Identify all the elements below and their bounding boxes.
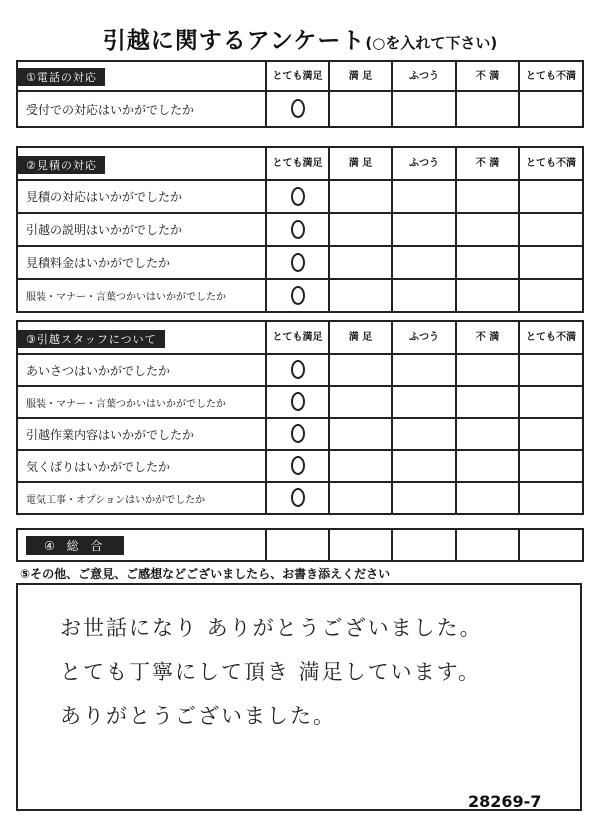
rating-cell[interactable] bbox=[456, 91, 519, 127]
section-phone bbox=[16, 60, 584, 128]
overall-label: ④ 総 合 bbox=[26, 536, 124, 555]
rating-cell[interactable] bbox=[392, 91, 456, 127]
rating-cell[interactable] bbox=[329, 213, 392, 246]
col-dissatisfied: 不 満 bbox=[456, 147, 519, 180]
comment-line-2: とても丁寧にして頂き 満足しています。 bbox=[60, 660, 481, 684]
rating-cell[interactable] bbox=[392, 180, 456, 213]
circle-mark bbox=[291, 253, 305, 272]
rating-cell[interactable] bbox=[392, 418, 456, 450]
rating-cell[interactable] bbox=[456, 279, 519, 312]
question-row bbox=[17, 180, 583, 213]
question-label: 引越作業内容はいかがでしたか bbox=[17, 418, 266, 450]
rating-cell[interactable] bbox=[266, 450, 329, 482]
survey-title bbox=[0, 22, 600, 55]
circle-mark bbox=[291, 392, 305, 411]
overall-header bbox=[17, 529, 266, 561]
rating-cell[interactable] bbox=[519, 213, 583, 246]
question-label: 見積の対応はいかがでしたか bbox=[17, 180, 266, 213]
col-dissatisfied: 不 満 bbox=[456, 321, 519, 354]
circle-mark bbox=[291, 220, 305, 239]
rating-cell[interactable] bbox=[392, 279, 456, 312]
rating-cell[interactable] bbox=[266, 246, 329, 279]
circle-mark bbox=[291, 99, 305, 118]
question-label: 服装・マナー・言葉つかいはいかがでしたか bbox=[17, 386, 266, 418]
col-very-dissatisfied: とても不満 bbox=[519, 61, 583, 91]
question-row bbox=[17, 529, 583, 561]
rating-cell[interactable] bbox=[266, 482, 329, 514]
section-label: ③引越スタッフについて bbox=[18, 330, 165, 348]
question-row bbox=[17, 213, 583, 246]
rating-cell[interactable] bbox=[456, 180, 519, 213]
question-row bbox=[17, 279, 583, 312]
rating-cell[interactable] bbox=[266, 279, 329, 312]
comment-line-1: お世話になり ありがとうございました。 bbox=[60, 616, 483, 640]
rating-cell[interactable] bbox=[519, 180, 583, 213]
rating-cell[interactable] bbox=[329, 386, 392, 418]
question-row bbox=[17, 450, 583, 482]
rating-cell[interactable] bbox=[456, 482, 519, 514]
rating-cell[interactable] bbox=[329, 246, 392, 279]
rating-cell[interactable] bbox=[392, 482, 456, 514]
section-header bbox=[17, 61, 266, 91]
col-satisfied: 満 足 bbox=[329, 321, 392, 354]
rating-cell[interactable] bbox=[392, 450, 456, 482]
col-very-dissatisfied: とても不満 bbox=[519, 147, 583, 180]
question-label: 受付での対応はいかがでしたか bbox=[17, 91, 266, 127]
col-very-satisfied: とても満足 bbox=[266, 61, 329, 91]
question-row bbox=[17, 418, 583, 450]
question-row bbox=[17, 91, 583, 127]
rating-cell[interactable] bbox=[392, 354, 456, 386]
comment-label: ⑤その他、ご意見、ご感想などございましたら、お書き添えください bbox=[20, 567, 391, 581]
question-row bbox=[17, 354, 583, 386]
question-label: 服装・マナー・言葉つかいはいかがでしたか bbox=[17, 279, 266, 312]
rating-cell[interactable] bbox=[329, 450, 392, 482]
rating-cell[interactable] bbox=[266, 529, 329, 561]
col-very-satisfied: とても満足 bbox=[266, 321, 329, 354]
rating-cell[interactable] bbox=[392, 529, 456, 561]
section-label: ②見積の対応 bbox=[18, 156, 105, 174]
rating-cell[interactable] bbox=[266, 91, 329, 127]
rating-cell[interactable] bbox=[329, 279, 392, 312]
col-very-satisfied: とても満足 bbox=[266, 147, 329, 180]
rating-cell[interactable] bbox=[329, 482, 392, 514]
question-label: 見積料金はいかがでしたか bbox=[17, 246, 266, 279]
col-neutral: ふつう bbox=[392, 321, 456, 354]
title-sub: (○を入れて下さい) bbox=[365, 34, 498, 52]
rating-cell[interactable] bbox=[519, 482, 583, 514]
rating-cell[interactable] bbox=[519, 279, 583, 312]
rating-cell[interactable] bbox=[392, 213, 456, 246]
circle-mark bbox=[291, 286, 305, 305]
section-header bbox=[17, 321, 266, 354]
rating-cell[interactable] bbox=[456, 354, 519, 386]
col-dissatisfied: 不 満 bbox=[456, 61, 519, 91]
question-label: 電気工事・オプションはいかがでしたか bbox=[17, 482, 266, 514]
rating-cell[interactable] bbox=[329, 529, 392, 561]
rating-cell[interactable] bbox=[329, 418, 392, 450]
rating-cell[interactable] bbox=[266, 354, 329, 386]
rating-cell[interactable] bbox=[266, 213, 329, 246]
section-estimate bbox=[16, 146, 584, 313]
question-row bbox=[17, 482, 583, 514]
circle-mark bbox=[291, 424, 305, 443]
col-neutral: ふつう bbox=[392, 147, 456, 180]
document-number: 28269-7 bbox=[468, 792, 542, 811]
rating-cell[interactable] bbox=[519, 91, 583, 127]
rating-cell[interactable] bbox=[456, 246, 519, 279]
rating-cell[interactable] bbox=[266, 418, 329, 450]
title-main: 引越に関するアンケート bbox=[102, 28, 366, 54]
rating-cell[interactable] bbox=[519, 246, 583, 279]
rating-cell[interactable] bbox=[519, 418, 583, 450]
question-row bbox=[17, 246, 583, 279]
circle-mark bbox=[291, 456, 305, 475]
circle-mark bbox=[291, 360, 305, 379]
col-satisfied: 満 足 bbox=[329, 147, 392, 180]
section-staff bbox=[16, 320, 584, 515]
circle-mark bbox=[291, 187, 305, 206]
rating-cell[interactable] bbox=[456, 386, 519, 418]
rating-cell[interactable] bbox=[456, 418, 519, 450]
rating-cell[interactable] bbox=[519, 450, 583, 482]
rating-cell[interactable] bbox=[392, 246, 456, 279]
rating-cell[interactable] bbox=[456, 529, 519, 561]
col-very-dissatisfied: とても不満 bbox=[519, 321, 583, 354]
question-row bbox=[17, 386, 583, 418]
rating-cell[interactable] bbox=[266, 386, 329, 418]
rating-cell[interactable] bbox=[456, 213, 519, 246]
col-neutral: ふつう bbox=[392, 61, 456, 91]
question-label: あいさつはいかがでしたか bbox=[17, 354, 266, 386]
rating-cell[interactable] bbox=[519, 386, 583, 418]
rating-cell[interactable] bbox=[519, 354, 583, 386]
section-label: ①電話の対応 bbox=[18, 68, 105, 86]
section-overall bbox=[16, 528, 584, 562]
rating-cell[interactable] bbox=[329, 91, 392, 127]
section-header bbox=[17, 147, 266, 180]
rating-cell[interactable] bbox=[519, 529, 583, 561]
col-satisfied: 満 足 bbox=[329, 61, 392, 91]
rating-cell[interactable] bbox=[392, 386, 456, 418]
rating-cell[interactable] bbox=[329, 180, 392, 213]
circle-mark bbox=[291, 488, 305, 507]
comment-line-3: ありがとうございました。 bbox=[60, 704, 336, 728]
rating-cell[interactable] bbox=[456, 450, 519, 482]
rating-cell[interactable] bbox=[266, 180, 329, 213]
rating-cell[interactable] bbox=[329, 354, 392, 386]
question-label: 引越の説明はいかがでしたか bbox=[17, 213, 266, 246]
question-label: 気くばりはいかがでしたか bbox=[17, 450, 266, 482]
